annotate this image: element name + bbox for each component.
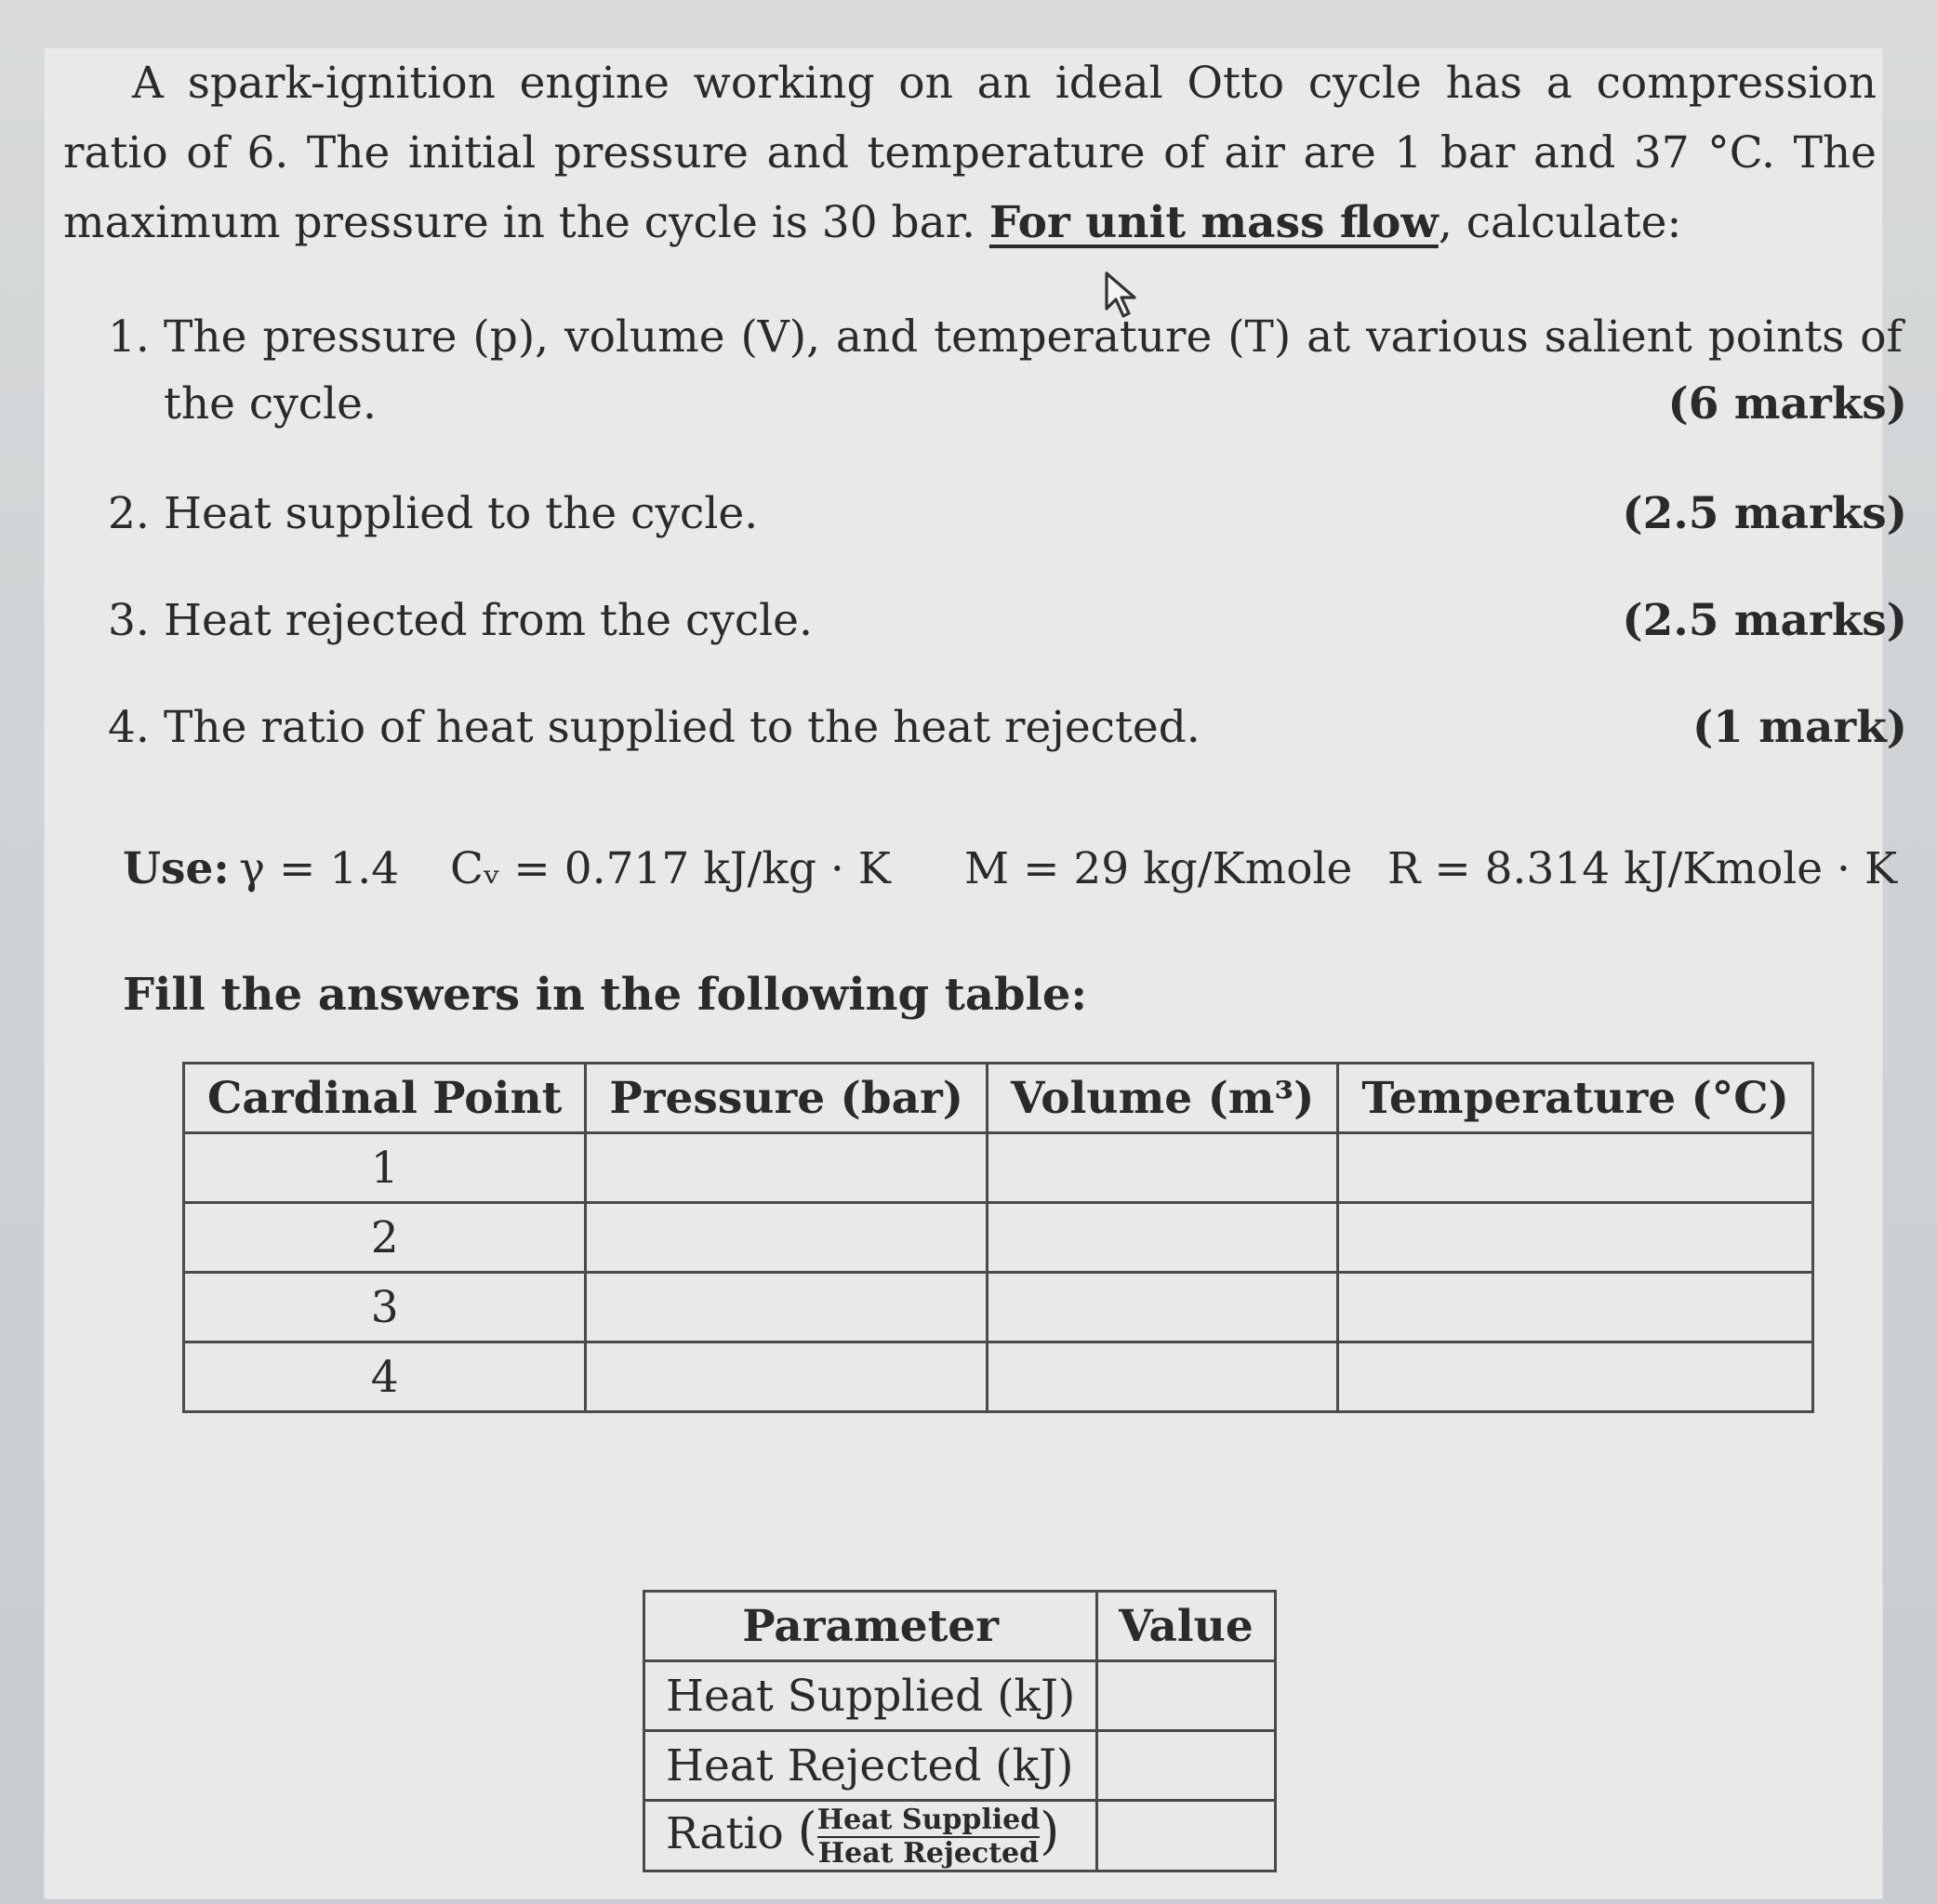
- gas-constant-value: R = 8.314 kJ/Kmole · K: [1387, 843, 1898, 894]
- heat-rejected-label: Heat Rejected (kJ): [644, 1731, 1097, 1801]
- ratio-label: Ratio: [666, 1808, 784, 1859]
- problem-intro: A spark-ignition engine working on an ideal Otto cycle has a compression ratio of 6. The initial pressure and temperature of air are 1 bar and 37 °C. The maximum pressure in the cycle is 30 bar.: [63, 58, 1877, 248]
- gamma-value: γ = 1.4: [239, 843, 400, 894]
- header-temperature: Temperature (°C): [1338, 1064, 1813, 1133]
- pressure-cell[interactable]: [586, 1273, 988, 1342]
- question-number: 3.: [108, 595, 150, 646]
- heat-results-table: [643, 1590, 1277, 1872]
- table-header-row: [644, 1592, 1276, 1661]
- heat-supplied-label: Heat Supplied (kJ): [644, 1661, 1097, 1731]
- table-row: [644, 1661, 1276, 1731]
- question-marks: (2.5 marks): [1622, 595, 1907, 646]
- question-marks: (2.5 marks): [1622, 488, 1907, 539]
- ratio-denominator: Heat Rejected: [817, 1837, 1040, 1870]
- header-parameter: Parameter: [644, 1592, 1097, 1661]
- header-value: Value: [1097, 1592, 1276, 1661]
- cardinal-point-cell: 4: [184, 1342, 586, 1412]
- heat-rejected-value-cell[interactable]: [1097, 1731, 1276, 1801]
- pressure-cell[interactable]: [586, 1203, 988, 1273]
- pressure-cell[interactable]: [586, 1133, 988, 1203]
- question-text: Heat rejected from the cycle.: [164, 595, 813, 646]
- volume-cell[interactable]: [988, 1342, 1338, 1412]
- table-row: [184, 1133, 1813, 1203]
- molar-mass-value: M = 29 kg/Kmole: [964, 843, 1353, 894]
- cardinal-point-cell: 1: [184, 1133, 586, 1203]
- question-marks: (1 mark): [1692, 702, 1907, 753]
- ratio-numerator: Heat Supplied: [816, 1804, 1041, 1836]
- ratio-value-cell[interactable]: [1097, 1801, 1276, 1871]
- state-points-table: [182, 1062, 1814, 1413]
- question-number: 2.: [108, 488, 150, 539]
- table-header-row: [184, 1064, 1813, 1133]
- table-row: [644, 1731, 1276, 1801]
- temperature-cell[interactable]: [1338, 1273, 1813, 1342]
- header-cardinal-point: Cardinal Point: [184, 1064, 586, 1133]
- document-page: [45, 48, 1907, 1898]
- ratio-fraction: [817, 1805, 1040, 1870]
- volume-cell[interactable]: [988, 1203, 1338, 1273]
- volume-cell[interactable]: [988, 1133, 1338, 1203]
- cardinal-point-cell: 2: [184, 1203, 586, 1273]
- question-text: The ratio of heat supplied to the heat rejected.: [164, 702, 1201, 753]
- temperature-cell[interactable]: [1338, 1342, 1813, 1412]
- constants-label: Use:: [123, 843, 230, 894]
- pressure-cell[interactable]: [586, 1342, 988, 1412]
- problem-statement: [63, 48, 1877, 258]
- table-row: [644, 1801, 1276, 1871]
- volume-cell[interactable]: [988, 1273, 1338, 1342]
- table-row: [184, 1342, 1813, 1412]
- question-marks: (6 marks): [1667, 378, 1907, 430]
- question-text: Heat supplied to the cycle.: [164, 488, 759, 539]
- header-volume: Volume (m³): [988, 1064, 1338, 1133]
- ratio-label-cell: Ratio ( $\frac{\text{Heat Supplied}}{\text{Heat Rejected}}$ ): [644, 1801, 1097, 1871]
- question-number: 1.: [108, 311, 150, 363]
- cardinal-point-cell: 3: [184, 1273, 586, 1342]
- table-row: [184, 1273, 1813, 1342]
- question-text: The pressure (p), volume (V), and temperature (T) at various salient points of the cycle.: [164, 311, 1903, 430]
- problem-tail: , calculate:: [1438, 197, 1682, 248]
- unit-mass-flow-emphasis: For unit mass flow: [988, 197, 1439, 248]
- heat-supplied-value-cell[interactable]: [1097, 1661, 1276, 1731]
- cv-value: Cᵥ = 0.717 kJ/kg · K: [450, 843, 891, 894]
- fill-instruction: Fill the answers in the following table:: [123, 969, 1088, 1021]
- header-pressure: Pressure (bar): [586, 1064, 988, 1133]
- table-row: [184, 1203, 1813, 1273]
- question-number: 4.: [108, 702, 150, 753]
- temperature-cell[interactable]: [1338, 1203, 1813, 1273]
- temperature-cell[interactable]: [1338, 1133, 1813, 1203]
